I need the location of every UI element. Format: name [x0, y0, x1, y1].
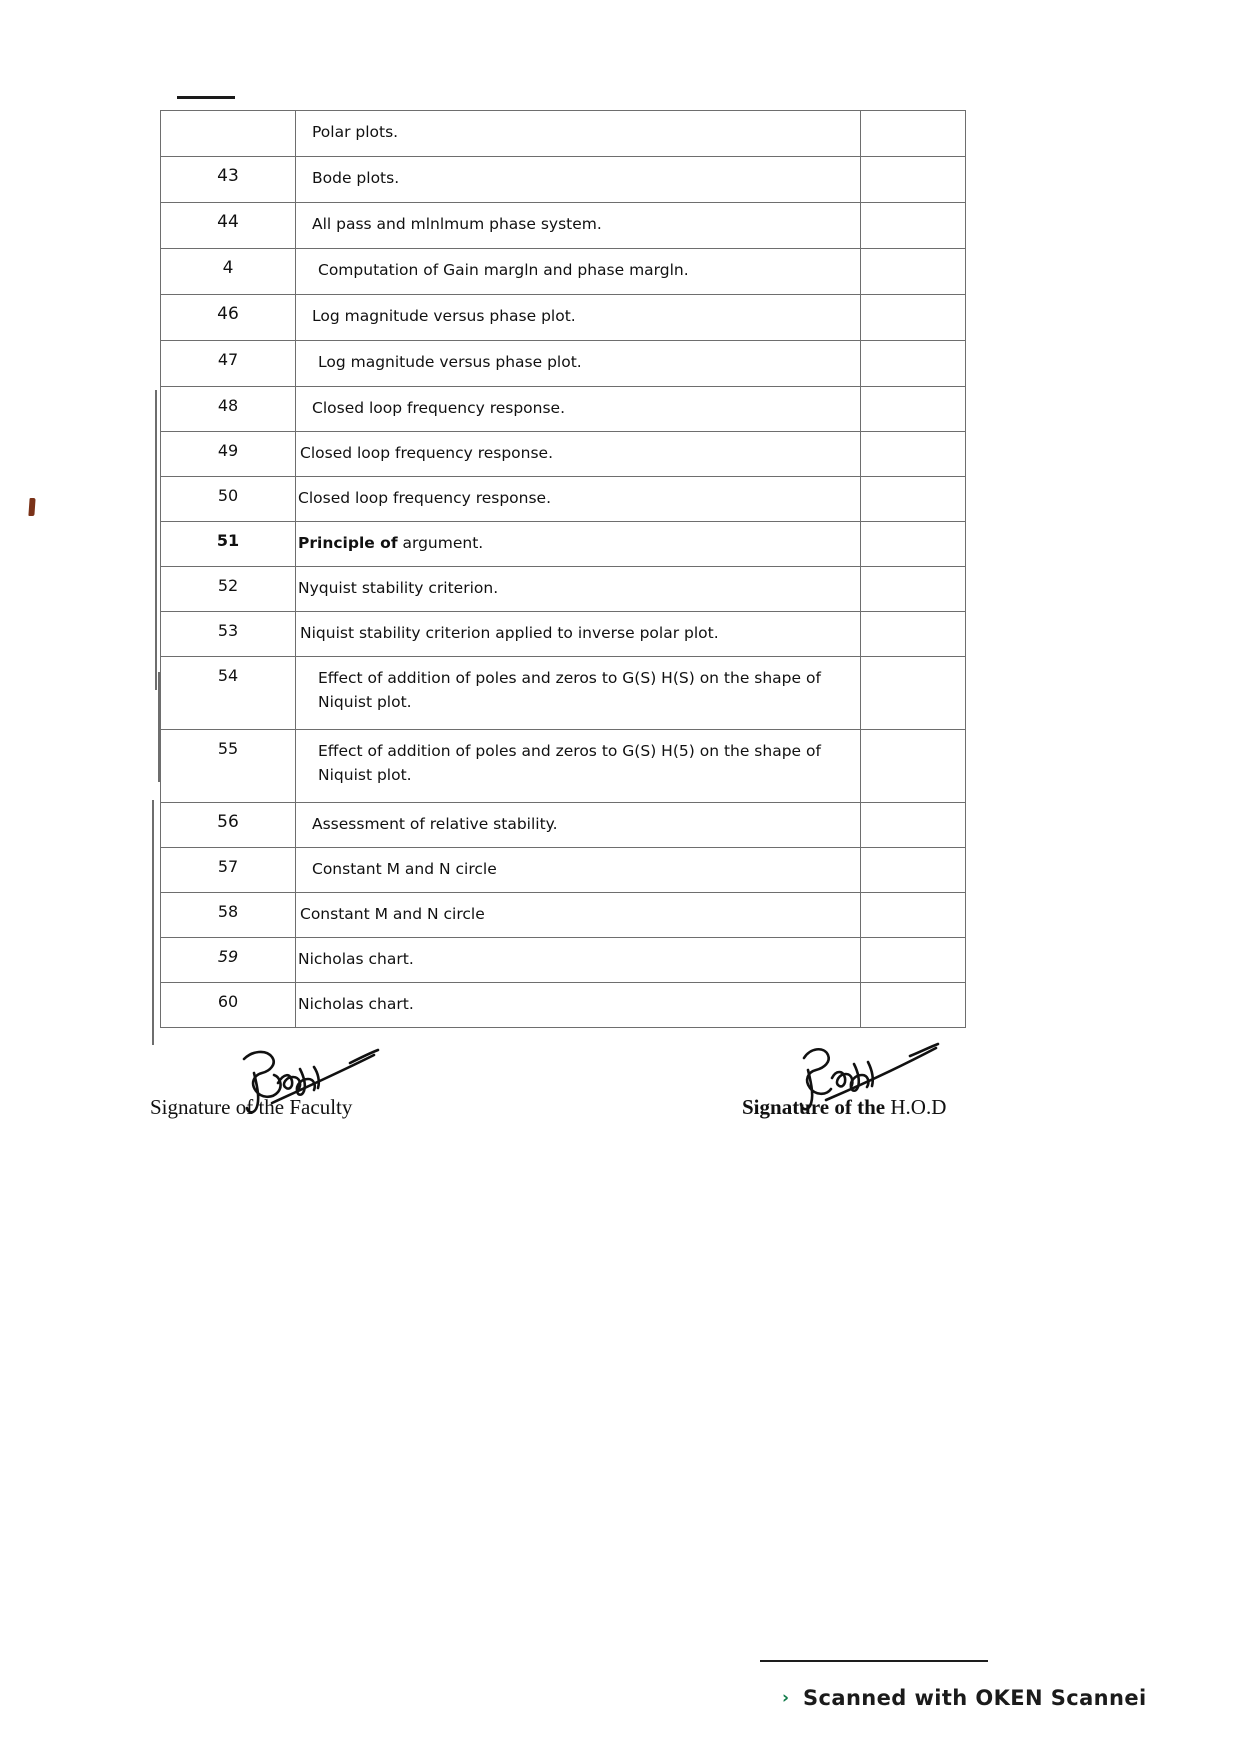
table-row	[161, 295, 966, 341]
cell-topic-description	[296, 612, 861, 657]
cell-remarks	[861, 341, 966, 387]
cell-topic-description	[296, 432, 861, 477]
table-row	[161, 893, 966, 938]
serial-number-text	[161, 111, 295, 120]
table-row	[161, 249, 966, 295]
table-row	[161, 341, 966, 387]
serial-number-text: 48	[217, 396, 239, 415]
hod-signature-caption	[742, 1095, 946, 1120]
cell-remarks	[861, 803, 966, 848]
cell-serial-number	[161, 111, 296, 157]
cell-serial-number	[161, 522, 296, 567]
cell-remarks	[861, 295, 966, 341]
table-row	[161, 157, 966, 203]
cell-topic-description	[296, 387, 861, 432]
cell-serial-number	[161, 938, 296, 983]
topic-bold-lead: Principle of	[298, 534, 398, 552]
cell-serial-number	[161, 567, 296, 612]
topic-description-text: Assessment of relative stability.	[312, 815, 558, 833]
chevron-right-icon: ›	[782, 1687, 790, 1708]
serial-number-text: 4	[222, 258, 234, 278]
scanner-watermark	[760, 1660, 1240, 1710]
cell-remarks	[861, 848, 966, 893]
topic-description-text: Principle of argument.	[298, 534, 484, 552]
hod-signature-block	[742, 1095, 946, 1120]
top-edge-dash	[177, 96, 235, 99]
cell-remarks	[861, 522, 966, 567]
cell-remarks	[861, 387, 966, 432]
cell-serial-number	[161, 612, 296, 657]
serial-number-text: 50	[217, 486, 239, 505]
cell-remarks	[861, 983, 966, 1028]
faculty-signature-block	[150, 1095, 352, 1120]
cell-topic-description	[296, 477, 861, 522]
table-row	[161, 522, 966, 567]
cell-remarks	[861, 893, 966, 938]
watermark-brand-label: Scanned with OKEN Scannei	[803, 1686, 1147, 1710]
table-row	[161, 567, 966, 612]
cell-topic-description	[296, 341, 861, 387]
table-row	[161, 657, 966, 730]
table-row	[161, 848, 966, 893]
table-row	[161, 111, 966, 157]
table-row	[161, 730, 966, 803]
table-row	[161, 983, 966, 1028]
hod-caption-rest: H.O.D	[885, 1095, 947, 1119]
topic-description-text: Log magnitude versus phase plot.	[318, 353, 582, 371]
topic-description-text: Bode plots.	[312, 169, 400, 187]
serial-number-text: 59	[217, 947, 239, 966]
cell-topic-description	[296, 249, 861, 295]
cell-topic-description	[296, 803, 861, 848]
topic-description-text: Log magnitude versus phase plot.	[312, 307, 576, 325]
cell-serial-number	[161, 983, 296, 1028]
topic-description-text: Closed loop frequency response.	[300, 444, 554, 462]
serial-number-text: 57	[217, 857, 239, 876]
serial-number-text: 53	[217, 621, 239, 640]
table-row	[161, 203, 966, 249]
topic-description-text: Closed loop frequency response.	[298, 489, 552, 507]
table-row	[161, 803, 966, 848]
cell-remarks	[861, 432, 966, 477]
cell-serial-number	[161, 249, 296, 295]
table-row	[161, 477, 966, 522]
cell-serial-number	[161, 730, 296, 803]
cell-remarks	[861, 938, 966, 983]
cell-serial-number	[161, 203, 296, 249]
table-body	[161, 111, 966, 1028]
cell-remarks	[861, 730, 966, 803]
cell-remarks	[861, 567, 966, 612]
cell-serial-number	[161, 848, 296, 893]
serial-number-text: 44	[217, 212, 239, 232]
serial-number-text: 43	[217, 166, 239, 186]
cell-topic-description	[296, 938, 861, 983]
cell-topic-description	[296, 983, 861, 1028]
topic-description-text: Closed loop frequency response.	[312, 399, 566, 417]
cell-remarks	[861, 157, 966, 203]
topic-description-text: Nyquist stability criterion.	[298, 579, 499, 597]
serial-number-text: 49	[217, 441, 239, 460]
topic-description-text: All pass and mlnlmum phase system.	[312, 215, 602, 233]
cell-remarks	[861, 657, 966, 730]
topic-description-text: Computation of Gain margln and phase margln.	[318, 261, 689, 279]
cell-topic-description	[296, 893, 861, 938]
lecture-plan-table	[160, 110, 966, 1028]
table-left-edge-segment	[155, 390, 157, 690]
watermark-rule	[760, 1660, 988, 1662]
cell-topic-description	[296, 730, 861, 803]
topic-description-text: Effect of addition of poles and zeros to G(S) H(5) on the shape of Niquist plot.	[318, 742, 821, 785]
cell-serial-number	[161, 387, 296, 432]
cell-serial-number	[161, 157, 296, 203]
table-row	[161, 387, 966, 432]
cell-topic-description	[296, 657, 861, 730]
topic-description-text: Nicholas chart.	[298, 995, 414, 1013]
cell-topic-description	[296, 157, 861, 203]
topic-description-text: Constant M and N circle	[300, 905, 485, 923]
topic-description-text: Effect of addition of poles and zeros to G(S) H(S) on the shape of Niquist plot.	[318, 669, 821, 712]
cell-remarks	[861, 111, 966, 157]
cell-remarks	[861, 612, 966, 657]
serial-number-text: 52	[217, 576, 239, 595]
cell-topic-description	[296, 295, 861, 341]
table-row	[161, 612, 966, 657]
topic-description-text: Constant M and N circle	[312, 860, 497, 878]
topic-description-text: Nicholas chart.	[298, 950, 414, 968]
cell-topic-description	[296, 203, 861, 249]
cell-topic-description	[296, 567, 861, 612]
watermark-row	[782, 1686, 1240, 1710]
cell-topic-description	[296, 111, 861, 157]
serial-number-text: 51	[216, 531, 240, 550]
cell-topic-description	[296, 522, 861, 567]
table-left-edge-segment	[152, 800, 154, 1045]
cell-serial-number	[161, 341, 296, 387]
serial-number-text: 46	[217, 304, 239, 324]
cell-serial-number	[161, 295, 296, 341]
cell-serial-number	[161, 893, 296, 938]
cell-serial-number	[161, 803, 296, 848]
topic-description-text: Polar plots.	[312, 123, 399, 141]
serial-number-text: 54	[217, 666, 239, 685]
cell-topic-description	[296, 848, 861, 893]
serial-number-text: 58	[217, 902, 239, 921]
cell-remarks	[861, 477, 966, 522]
cell-serial-number	[161, 432, 296, 477]
cell-remarks	[861, 249, 966, 295]
cell-serial-number	[161, 657, 296, 730]
cell-serial-number	[161, 477, 296, 522]
faculty-signature-caption: Signature of the Faculty	[150, 1095, 353, 1119]
serial-number-text: 60	[217, 992, 239, 1011]
table-row	[161, 938, 966, 983]
cell-remarks	[861, 203, 966, 249]
serial-number-text: 56	[217, 812, 239, 832]
table-row	[161, 432, 966, 477]
topic-description-text: Niquist stability criterion applied to inverse polar plot.	[300, 624, 719, 642]
hod-caption-bold: Signature of the	[742, 1095, 886, 1119]
serial-number-text: 55	[217, 739, 239, 758]
margin-ink-mark	[28, 498, 35, 516]
serial-number-text: 47	[217, 350, 239, 369]
